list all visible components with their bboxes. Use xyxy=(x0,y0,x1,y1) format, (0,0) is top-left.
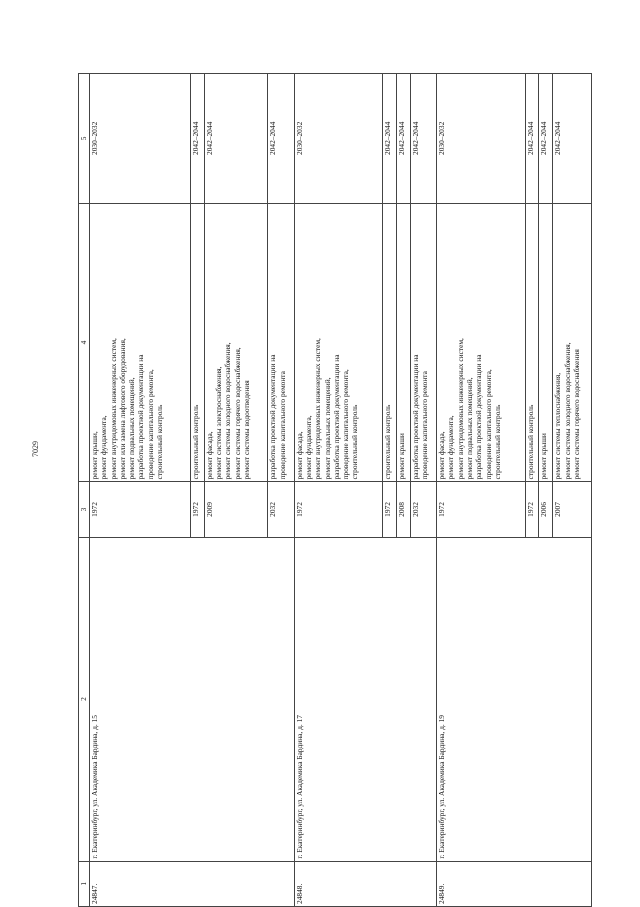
work-item: строительный контроль xyxy=(525,404,535,480)
build-year: 2009 xyxy=(204,482,268,537)
build-year: 1972 xyxy=(525,482,539,537)
repair-period: 2042–2044 xyxy=(191,74,205,204)
work-item: ремонт или замена лифтового оборудования, xyxy=(117,338,127,480)
work-list xyxy=(90,203,191,482)
work-item: разработка проектной документации на xyxy=(268,354,278,480)
work-list xyxy=(437,203,526,482)
work-item: строительный контроль xyxy=(492,404,502,480)
work-item: ремонт фундамента, xyxy=(99,415,109,480)
work-list xyxy=(525,203,539,482)
col-header-1: 1 xyxy=(79,861,90,906)
building-address: г. Екатеринбург, ул. Академика Бардина, д. 19 xyxy=(437,537,592,861)
building-address: г. Екатеринбург, ул. Академика Бардина, д. 17 xyxy=(294,537,436,861)
work-item: ремонт подвальных помещений, xyxy=(322,377,332,480)
work-list xyxy=(410,203,436,482)
table-row xyxy=(90,74,191,907)
table-row xyxy=(437,74,526,907)
repair-period: 2030–2032 xyxy=(90,74,191,204)
repair-period: 2042–2044 xyxy=(539,74,553,204)
work-list xyxy=(539,203,553,482)
work-list xyxy=(383,203,397,482)
work-item: ремонт крыши xyxy=(397,433,407,480)
build-year: 2006 xyxy=(539,482,553,537)
build-year: 1972 xyxy=(294,482,383,537)
work-item: ремонт фасада, xyxy=(437,431,447,480)
work-list xyxy=(294,203,383,482)
work-item: строительный контроль xyxy=(350,404,360,480)
work-item: ремонт фундамента, xyxy=(446,415,456,480)
work-item: ремонт системы горячего водоснабжения, xyxy=(232,347,242,480)
work-list xyxy=(204,203,268,482)
work-item: ремонт фундамента, xyxy=(303,415,313,480)
work-list xyxy=(191,203,205,482)
build-year: 2008 xyxy=(397,482,411,537)
document-table xyxy=(78,73,592,907)
work-item: ремонт внутридомовых инженерных систем, xyxy=(313,338,323,480)
work-item: ремонт системы холодного водоснабжения, xyxy=(223,342,233,480)
work-item: проведение капитального ремонта, xyxy=(483,369,493,480)
work-item: ремонт подвальных помещений, xyxy=(464,377,474,480)
work-list xyxy=(553,203,592,482)
repair-schedule-table xyxy=(78,73,592,907)
record-number: 24847. xyxy=(90,861,295,906)
work-item: строительный контроль xyxy=(155,404,165,480)
work-item: проведение капитального ремонта, xyxy=(145,369,155,480)
repair-period: 2042–2044 xyxy=(268,74,294,204)
repair-period: 2042–2044 xyxy=(204,74,268,204)
build-year: 1972 xyxy=(383,482,397,537)
col-header-3: 3 xyxy=(79,482,90,537)
col-header-4: 4 xyxy=(79,203,90,482)
work-item: ремонт системы теплоснабжения, xyxy=(553,372,563,480)
work-list xyxy=(268,203,294,482)
work-item: ремонт крыши xyxy=(539,433,549,480)
work-item: разработка проектной документации на xyxy=(331,354,341,480)
table-row xyxy=(294,74,383,907)
col-header-2: 2 xyxy=(79,537,90,861)
build-year: 2032 xyxy=(410,482,436,537)
column-number-row xyxy=(79,74,90,907)
building-address: г. Екатеринбург, ул. Академика Бардина, д. 15 xyxy=(90,537,295,861)
work-item: ремонт внутридомовых инженерных систем, xyxy=(455,338,465,480)
col-header-5: 5 xyxy=(79,74,90,204)
work-item: ремонт крыши, xyxy=(90,431,99,480)
repair-period: 2042–2044 xyxy=(397,74,411,204)
build-year: 2032 xyxy=(268,482,294,537)
work-item: проведение капитального ремонта, xyxy=(341,369,351,480)
work-item: проведение капитального ремонта xyxy=(277,371,287,480)
repair-period: 2042–2044 xyxy=(553,74,592,204)
work-item: разработка проектной документации на xyxy=(410,354,420,480)
work-item: ремонт фасада, xyxy=(204,431,214,480)
table-body xyxy=(90,74,592,907)
work-item: ремонт системы водоотведения xyxy=(242,380,251,480)
repair-period: 2042–2044 xyxy=(525,74,539,204)
repair-period: 2030–2032 xyxy=(294,74,383,204)
work-item: ремонт подвальных помещений, xyxy=(127,377,137,480)
work-item: ремонт системы холодного водоснабжения, xyxy=(562,342,572,480)
work-item: разработка проектной документации на xyxy=(474,354,484,480)
work-item: строительный контроль xyxy=(383,404,393,480)
record-number: 24849. xyxy=(437,861,592,906)
build-year: 1972 xyxy=(191,482,205,537)
work-item: ремонт системы электроснабжения, xyxy=(214,366,224,480)
page-number: 7029 xyxy=(31,441,40,457)
work-item: ремонт фасада, xyxy=(294,431,304,480)
work-item: проведение капитального ремонта xyxy=(420,371,430,480)
record-number: 24848. xyxy=(294,861,436,906)
work-item: строительный контроль xyxy=(191,404,201,480)
build-year: 2007 xyxy=(553,482,592,537)
work-item: разработка проектной документации на xyxy=(136,354,146,480)
build-year: 1972 xyxy=(90,482,191,537)
repair-period: 2042–2044 xyxy=(410,74,436,204)
repair-period: 2042–2044 xyxy=(383,74,397,204)
build-year: 1972 xyxy=(437,482,526,537)
work-item: ремонт внутридомовых инженерных систем, xyxy=(108,338,118,480)
work-list xyxy=(397,203,411,482)
work-item: ремонт системы горячего водоснабжения xyxy=(571,349,581,480)
repair-period: 2030–2032 xyxy=(437,74,526,204)
